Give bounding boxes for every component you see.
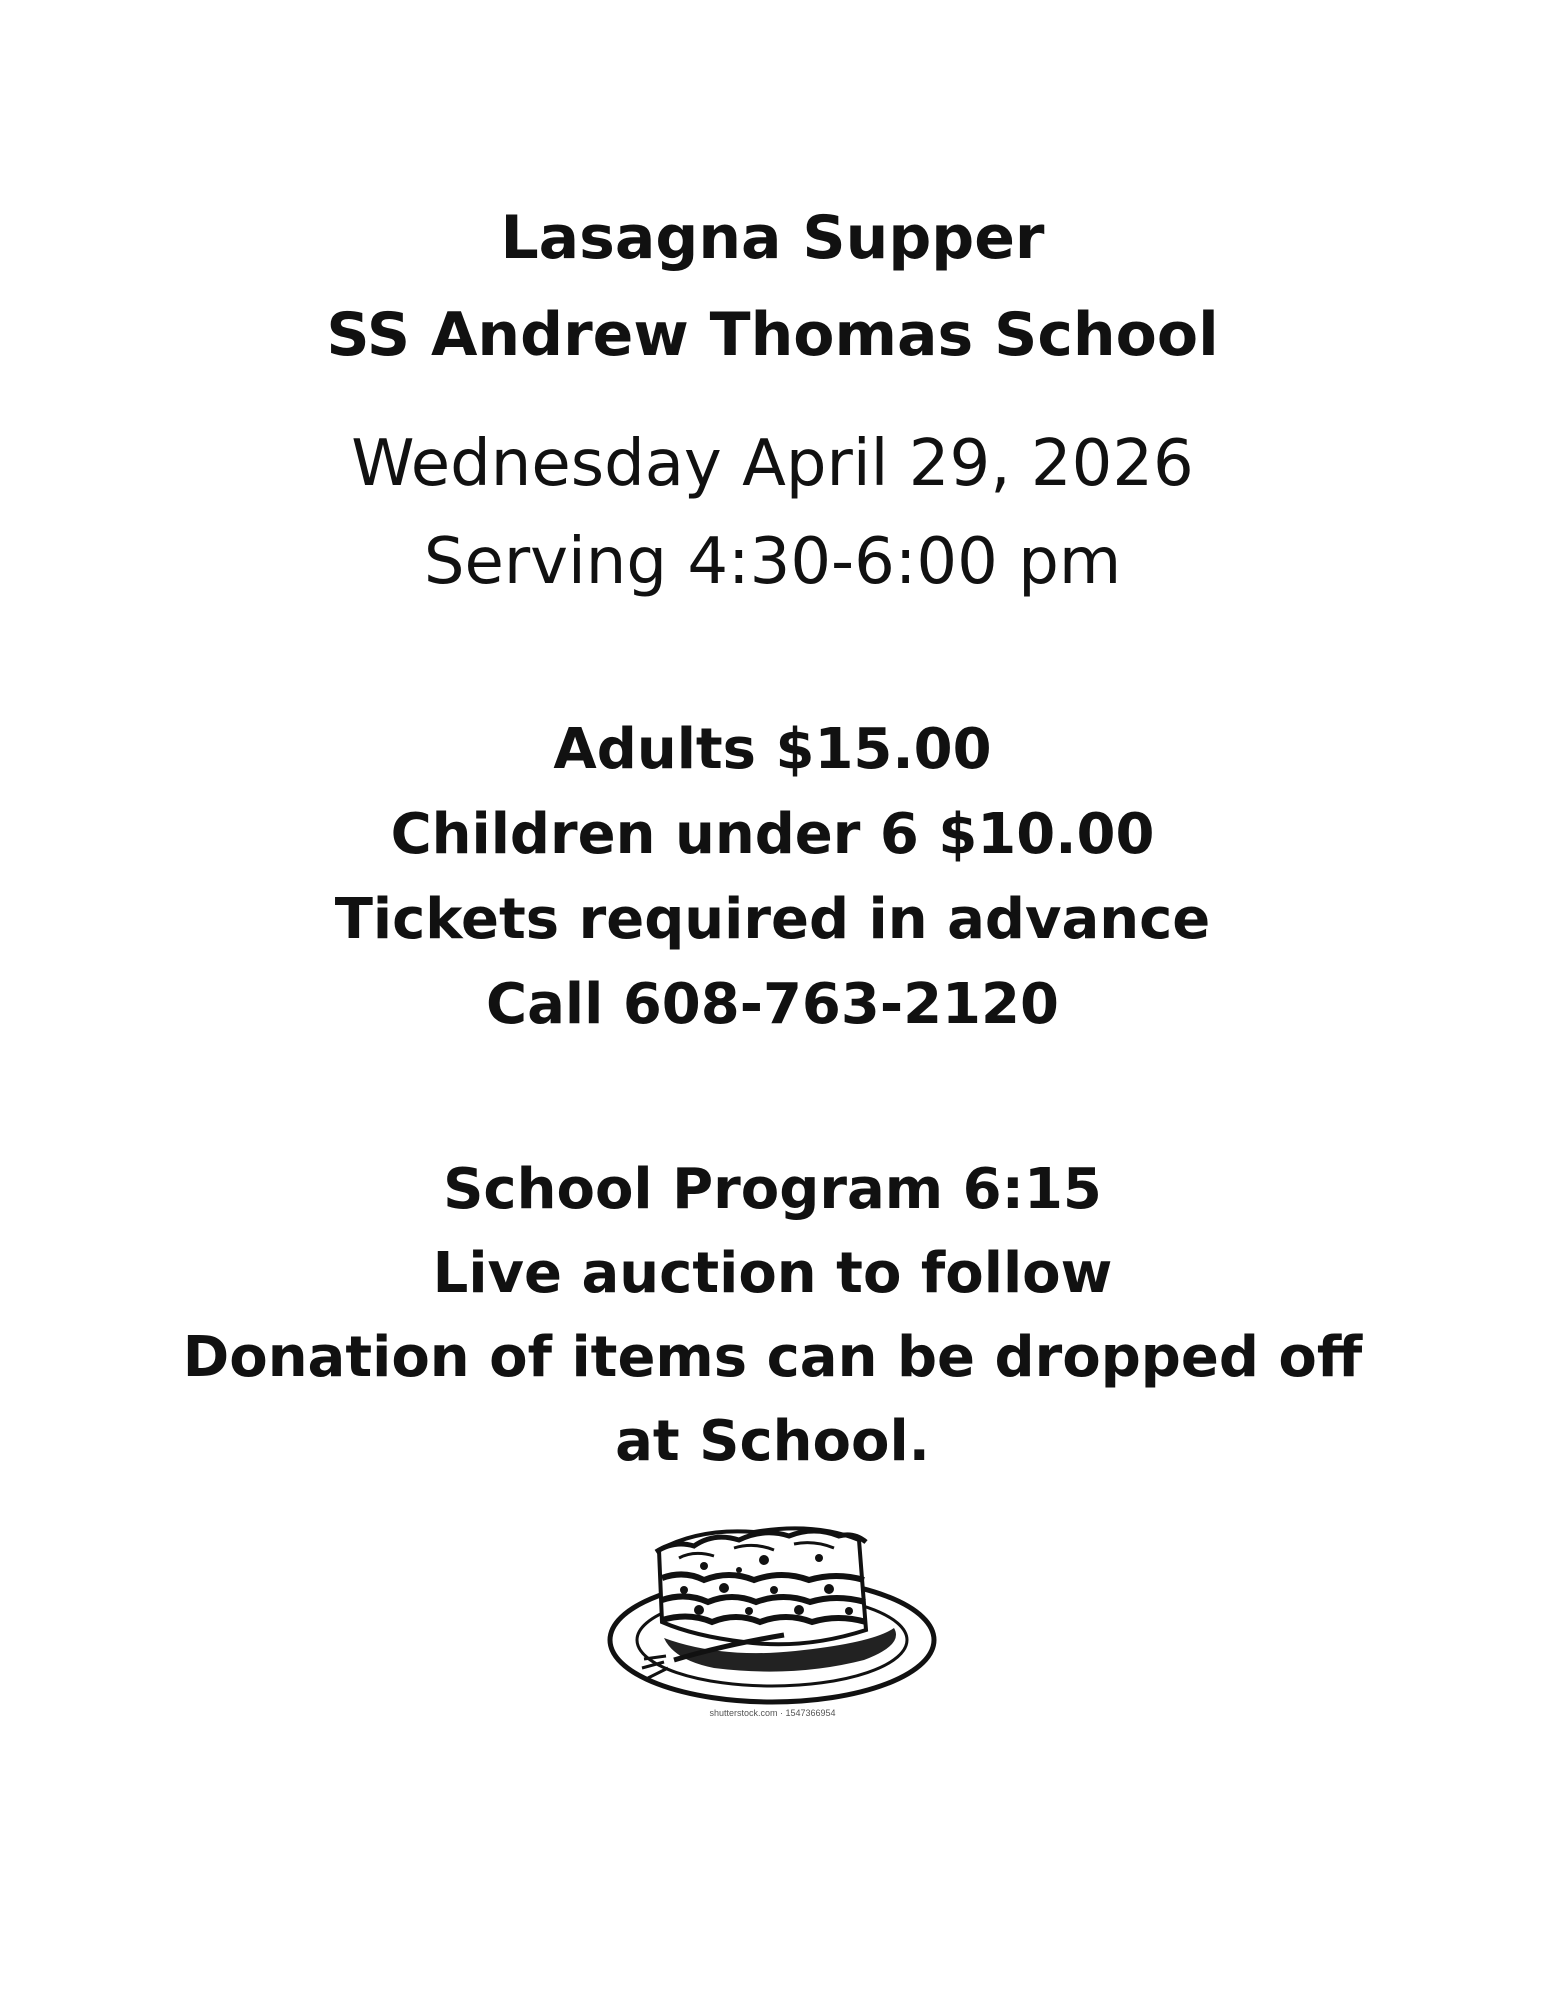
- lasagna-plate-icon: [604, 1510, 940, 1710]
- school-program: School Program 6:15: [443, 1157, 1102, 1222]
- image-watermark: shutterstock.com · 1547366954: [709, 1708, 836, 1718]
- donation-line-2: at School.: [615, 1409, 930, 1474]
- live-auction: Live auction to follow: [432, 1241, 1113, 1306]
- serving-time: Serving 4:30-6:00 pm: [423, 525, 1122, 599]
- tickets-note: Tickets required in advance: [334, 887, 1211, 952]
- price-adults: Adults $15.00: [553, 717, 992, 782]
- event-date: Wednesday April 29, 2026: [351, 427, 1194, 501]
- price-children: Children under 6 $10.00: [390, 802, 1155, 867]
- school-name: SS Andrew Thomas School: [326, 300, 1219, 370]
- phone-call: Call 608-763-2120: [486, 972, 1059, 1037]
- donation-line-1: Donation of items can be dropped off: [182, 1325, 1363, 1390]
- event-title: Lasagna Supper: [500, 203, 1045, 273]
